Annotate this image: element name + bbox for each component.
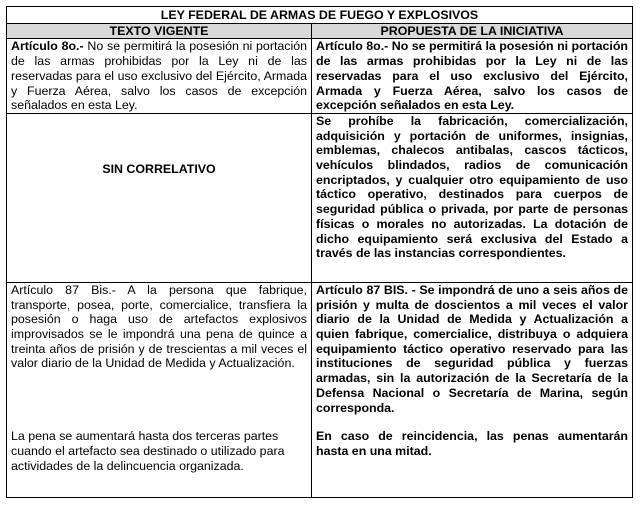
header-texto-vigente: TEXTO VIGENTE <box>7 23 312 39</box>
paragraph: Artículo 8o.- No se permitirá la posesión ni portación de las armas prohibidas por la Ley ni de las reservadas para el uso exclusivo del Ejército, Armada y Fuerza Aérea, salvo los casos de excepción señalados en esta Ley. <box>316 39 628 113</box>
cell-vigente-art8 <box>7 39 312 114</box>
cell-vigente-sin-correlativo <box>7 113 312 282</box>
header-propuesta: PROPUESTA DE LA INICIATIVA <box>312 23 633 39</box>
table-title: LEY FEDERAL DE ARMAS DE FUEGO Y EXPLOSIVOS <box>7 7 633 24</box>
cell-propuesta-art8 <box>312 39 633 114</box>
paragraph: En caso de reincidencia, las penas aumentarán hasta en una mitad. <box>316 429 628 458</box>
document <box>6 6 633 498</box>
comparison-table <box>6 6 633 498</box>
no-correlative-label: SIN CORRELATIVO <box>102 161 216 176</box>
title-row <box>7 7 633 24</box>
paragraph <box>11 39 307 113</box>
table-row <box>7 113 633 282</box>
article-label: Artículo 8o.- <box>11 39 84 54</box>
paragraph: Artículo 87 BIS. - Se impondrá de uno a seis años de prisión y multa de doscientos a mil veces el valor diario de la Unidad de Medida y Actualización a quien fabrique, comercialice, distribuya o adquiera equipamiento táctico operativo reservado para las instituciones de seguridad pública y fuerzas armadas, sin la autorización de la Secretaría de la Defensa Nacional o Secretaría de Marina, según corresponda. <box>316 282 628 415</box>
paragraph: Artículo 87 Bis.- A la persona que fabrique, transporte, posea, porte, comercialice, transfiera la posesión o haga uso de artefactos explosivos improvisados se le impondrá una pena de quince a treinta años de prisión y de trescientas a mil veces el valor diario de la Unidad de Medida y Actualización. <box>11 282 307 371</box>
article-text: No se permitirá la posesión ni portación de las armas prohibidas por la Ley ni de las reservadas para el uso exclusivo del Ejército, Armada y Fuerza Aérea, salvo los casos de excepción señalados en esta Ley. <box>11 39 308 113</box>
table-row <box>7 282 633 497</box>
header-row <box>7 23 633 39</box>
table-row <box>7 39 633 114</box>
cell-propuesta-art87bis <box>312 282 633 497</box>
cell-vigente-art87bis <box>7 282 312 497</box>
cell-propuesta-prohibicion <box>312 113 633 282</box>
paragraph: Se prohíbe la fabricación, comercialización, adquisición y portación de uniformes, insignias, emblemas, chalecos antibalas, cascos tácticos, vehículos blindados, radios de comunicación encriptados, y cualquier otro equipamiento de uso táctico operativo, destinados para cuerpos de seguridad pública o privada, por parte de personas físicas o morales no autorizadas. La dotación de dicho equipamiento será exclusiva del Estado a través de las instancias correspondientes. <box>316 113 628 261</box>
paragraph: La pena se aumentará hasta dos terceras partes cuando el artefacto sea destinado o utilizado para actividades de la delincuencia organizada. <box>11 429 285 473</box>
